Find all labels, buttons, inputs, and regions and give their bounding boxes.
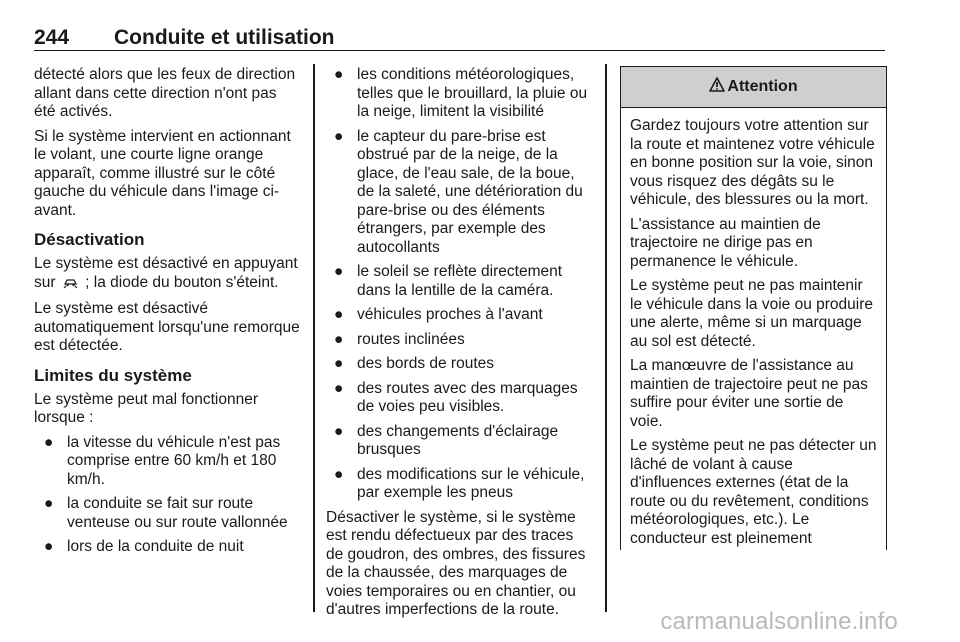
list-item: ● les conditions météorologiques, telles que le brouillard, la pluie ou la neige, limitent la visibilité (334, 66, 588, 120)
column-middle (326, 66, 594, 626)
bullet: ● (334, 330, 344, 348)
bullet: ● (44, 538, 54, 555)
deactivation-text-start: Le système est désactivé en appuyant sur (34, 255, 298, 291)
paragraph: Le système est désactivé automatiquement lorsqu'une remorque est détectée. (34, 300, 300, 354)
column-divider (605, 64, 607, 612)
watermark: carmanualsonline.info (660, 608, 898, 635)
page-number: 244 (34, 26, 70, 49)
bullet: ● (334, 263, 344, 280)
warning-paragraph: Le système peut ne pas détecter un lâché de volant à cause d'influences externes (état de la route ou du revêtement, conditions météorologiques, etc.). Le conducteur est pleinement (630, 437, 877, 547)
bullet: ● (334, 306, 344, 323)
section-title: Conduite et utilisation (114, 26, 335, 49)
paragraph: détecté alors que les feux de direction allant dans cette direction n'ont pas été activés. (34, 66, 296, 120)
limits-list-continued (326, 66, 594, 503)
deactivation-heading: Désactivation (34, 230, 145, 249)
bullet: ● (44, 495, 54, 512)
lane-departure-icon (62, 275, 79, 295)
list-item: ● véhicules proches à l'avant (334, 306, 543, 323)
deactivation-paragraph (34, 255, 300, 294)
list-item: ● routes inclinées (334, 330, 465, 348)
list-item: ● des changements d'éclairage brusques (334, 422, 559, 458)
warning-box (620, 66, 887, 550)
closing-paragraph: Désactiver le système, si le système est rendu défectueux par des traces de goudron, des ombres, des fissures de la chaussée, des marquages de voies temporaires ou en chantier, ou d'autres imperfections de la route. (326, 508, 586, 618)
limits-heading: Limites du système (34, 365, 192, 385)
list-item: ● la conduite se fait sur route venteuse ou sur route vallonnée (44, 495, 288, 531)
list-item: ● le capteur du pare-brise est obstrué par de la neige, de la glace, de l'eau sale, de la boue, de la saleté, une détérioration du pare-brise ou des éléments étrangers, par exemple des autocollants (334, 127, 583, 256)
list-item: ● des bords de routes (334, 355, 495, 372)
list-item: ● des routes avec des marquages de voies peu visibles. (334, 379, 578, 415)
warning-triangle-icon (709, 77, 725, 97)
limits-list (34, 434, 300, 557)
warning-paragraph: Le système peut ne pas maintenir le véhicule dans la voie ou produire une alerte, même si un marquage au sol est détecté. (630, 277, 873, 350)
column-left (34, 66, 300, 563)
column-divider (313, 64, 315, 612)
bullet: ● (334, 379, 344, 397)
list-item: ● la vitesse du véhicule n'est pas comprise entre 60 km/h et 180 km/h. (44, 433, 281, 488)
bullet: ● (334, 355, 344, 372)
bullet: ● (44, 433, 54, 451)
bullet: ● (334, 465, 344, 483)
bullet: ● (334, 422, 344, 440)
warning-title: Attention (727, 78, 798, 95)
warning-header (621, 66, 886, 108)
list-item: ● le soleil se reflète directement dans la lentille de la caméra. (334, 263, 563, 299)
list-item: ● lors de la conduite de nuit (44, 538, 244, 555)
page-header (34, 14, 885, 51)
paragraph: Si le système intervient en actionnant le volant, une courte ligne orange apparaît, comme illustré sur le côté gauche du véhicule dans l'image ci-avant. (34, 127, 291, 219)
warning-paragraph: L'assistance au maintien de trajectoire ne dirige pas en permanence le véhicule. (630, 215, 821, 270)
list-item: ● des modifications sur le véhicule, par exemple les pneus (334, 465, 585, 501)
warning-paragraph: Gardez toujours votre attention sur la route et maintenez votre véhicule en bonne position sur la voie, sinon vous risquez des dégâts su le véhicule, des blessures ou la mort. (630, 117, 875, 208)
bullet: ● (334, 66, 344, 83)
limits-intro: Le système peut mal fonctionner lorsque : (34, 390, 259, 426)
warning-body (621, 108, 886, 548)
deactivation-text-end: ; la diode du bouton s'éteint. (85, 273, 279, 291)
warning-paragraph: La manœuvre de l'assistance au maintien de trajectoire peut ne pas suffire pour éviter une sortie de voie. (630, 357, 868, 430)
bullet: ● (334, 127, 344, 145)
